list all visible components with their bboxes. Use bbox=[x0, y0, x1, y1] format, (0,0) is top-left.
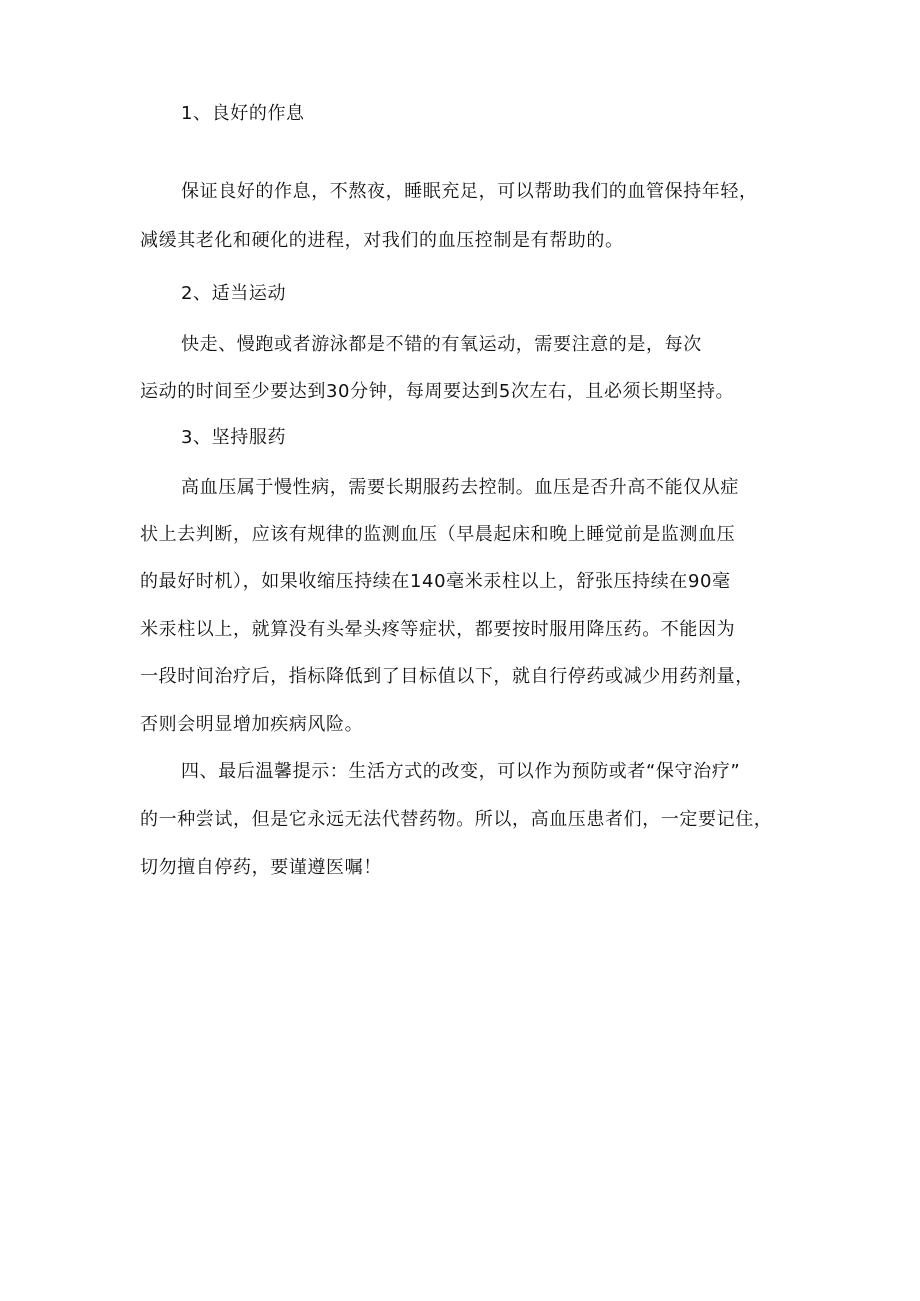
section-4-line-3: 切勿擅自停药，要谨遵医嘱！ bbox=[140, 857, 382, 878]
section-3-heading: 3、坚持服药 bbox=[181, 427, 287, 448]
section-3-line-6: 否则会明显增加疾病风险。 bbox=[140, 714, 364, 735]
section-2-line-1: 快走、慢跑或者游泳都是不错的有氧运动，需要注意的是，每次 bbox=[181, 334, 702, 355]
section-4-line-1: 四、最后温馨提示：生活方式的改变，可以作为预防或者“保守治疗” bbox=[181, 761, 741, 782]
section-3-line-3: 的最好时机），如果收缩压持续在140毫米汞柱以上，舒张压持续在90毫 bbox=[140, 571, 731, 592]
section-2-heading: 2、适当运动 bbox=[181, 283, 287, 304]
section-3-line-1: 高血压属于慢性病，需要长期服药去控制。血压是否升高不能仅从症 bbox=[181, 477, 739, 498]
section-3-line-5: 一段时间治疗后，指标降低到了目标值以下，就自行停药或减少用药剂量， bbox=[140, 666, 754, 687]
section-1-line-1: 保证良好的作息，不熬夜，睡眠充足，可以帮助我们的血管保持年轻， bbox=[181, 181, 758, 202]
section-1-heading: 1、良好的作息 bbox=[181, 103, 305, 124]
section-3-line-4: 米汞柱以上，就算没有头晕头疼等症状，都要按时服用降压药。不能因为 bbox=[140, 619, 736, 640]
section-4-line-2: 的一种尝试，但是它永远无法代替药物。所以，高血压患者们，一定要记住， bbox=[140, 809, 773, 830]
section-3-line-2: 状上去判断，应该有规律的监测血压（早晨起床和晚上睡觉前是监测血压 bbox=[140, 524, 736, 545]
section-1-line-2: 减缓其老化和硬化的进程，对我们的血压控制是有帮助的。 bbox=[140, 230, 624, 251]
section-2-line-2: 运动的时间至少要达到30分钟，每周要达到5次左右，且必须长期坚持。 bbox=[140, 381, 735, 402]
